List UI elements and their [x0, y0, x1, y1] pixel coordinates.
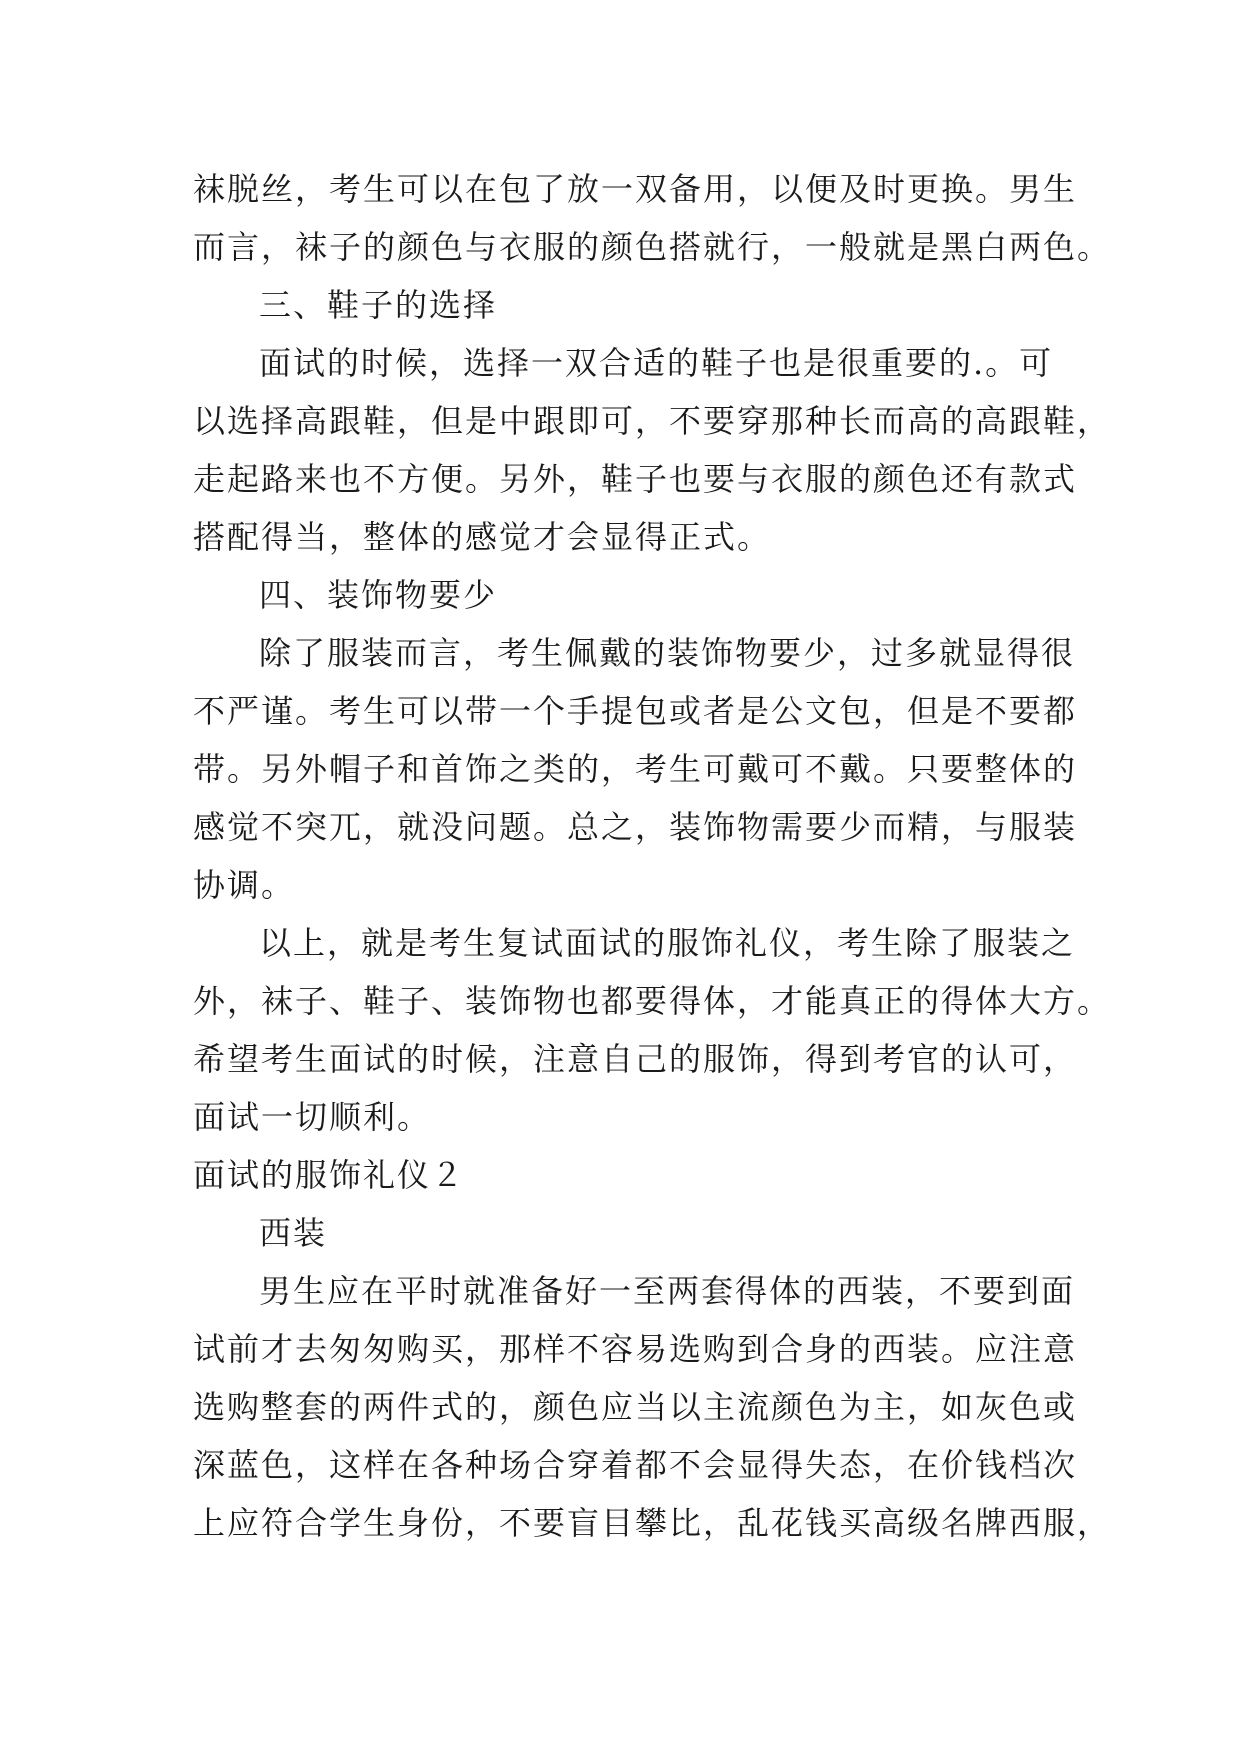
paragraph-line: 上应符合学生身份，不要盲目攀比，乱花钱买高级名牌西服，	[193, 1504, 1112, 1542]
paragraph-line: 深蓝色，这样在各种场合穿着都不会显得失态，在价钱档次	[193, 1446, 1078, 1484]
section-heading: 四、装饰物要少	[259, 576, 498, 614]
section-heading: 三、鞋子的选择	[259, 286, 498, 324]
paragraph-line: 男生应在平时就准备好一至两套得体的西装，不要到面	[259, 1272, 1076, 1310]
paragraph-line: 试前才去匆匆购买，那样不容易选购到合身的西装。应注意	[193, 1330, 1078, 1368]
paragraph-line: 协调。	[193, 866, 296, 904]
document-body	[193, 160, 1112, 1552]
paragraph-line: 希望考生面试的时候，注意自己的服饰，得到考官的认可，	[193, 1040, 1078, 1078]
paragraph-line: 以选择高跟鞋，但是中跟即可，不要穿那种长而高的高跟鞋，	[193, 402, 1112, 440]
paragraph-line: 以上，就是考生复试面试的服饰礼仪，考生除了服装之	[259, 924, 1076, 962]
section-heading: 西装	[259, 1214, 328, 1252]
paragraph-line: 感觉不突兀，就没问题。总之，装饰物需要少而精，与服装	[193, 808, 1078, 846]
paragraph-line: 面试一切顺利。	[193, 1098, 432, 1136]
paragraph-line: 选购整套的两件式的，颜色应当以主流颜色为主，如灰色或	[193, 1388, 1078, 1426]
paragraph-line: 除了服装而言，考生佩戴的装饰物要少，过多就显得很	[259, 634, 1076, 672]
paragraph-line: 带。另外帽子和首饰之类的，考生可戴可不戴。只要整体的	[193, 750, 1078, 788]
paragraph-line: 搭配得当，整体的感觉才会显得正式。	[193, 518, 772, 556]
paragraph-line: 走起路来也不方便。另外，鞋子也要与衣服的颜色还有款式	[193, 460, 1078, 498]
paragraph-line: 不严谨。考生可以带一个手提包或者是公文包，但是不要都	[193, 692, 1078, 730]
paragraph-line: 而言，袜子的颜色与衣服的颜色搭就行，一般就是黑白两色。	[193, 228, 1112, 266]
paragraph-line: 面试的时候，选择一双合适的鞋子也是很重要的.。可	[259, 344, 1054, 382]
paragraph-line: 外，袜子、鞋子、装饰物也都要得体，才能真正的得体大方。	[193, 982, 1112, 1020]
document-title: 面试的服饰礼仪２	[193, 1156, 466, 1194]
paragraph-line: 袜脱丝，考生可以在包了放一双备用，以便及时更换。男生	[193, 170, 1078, 208]
